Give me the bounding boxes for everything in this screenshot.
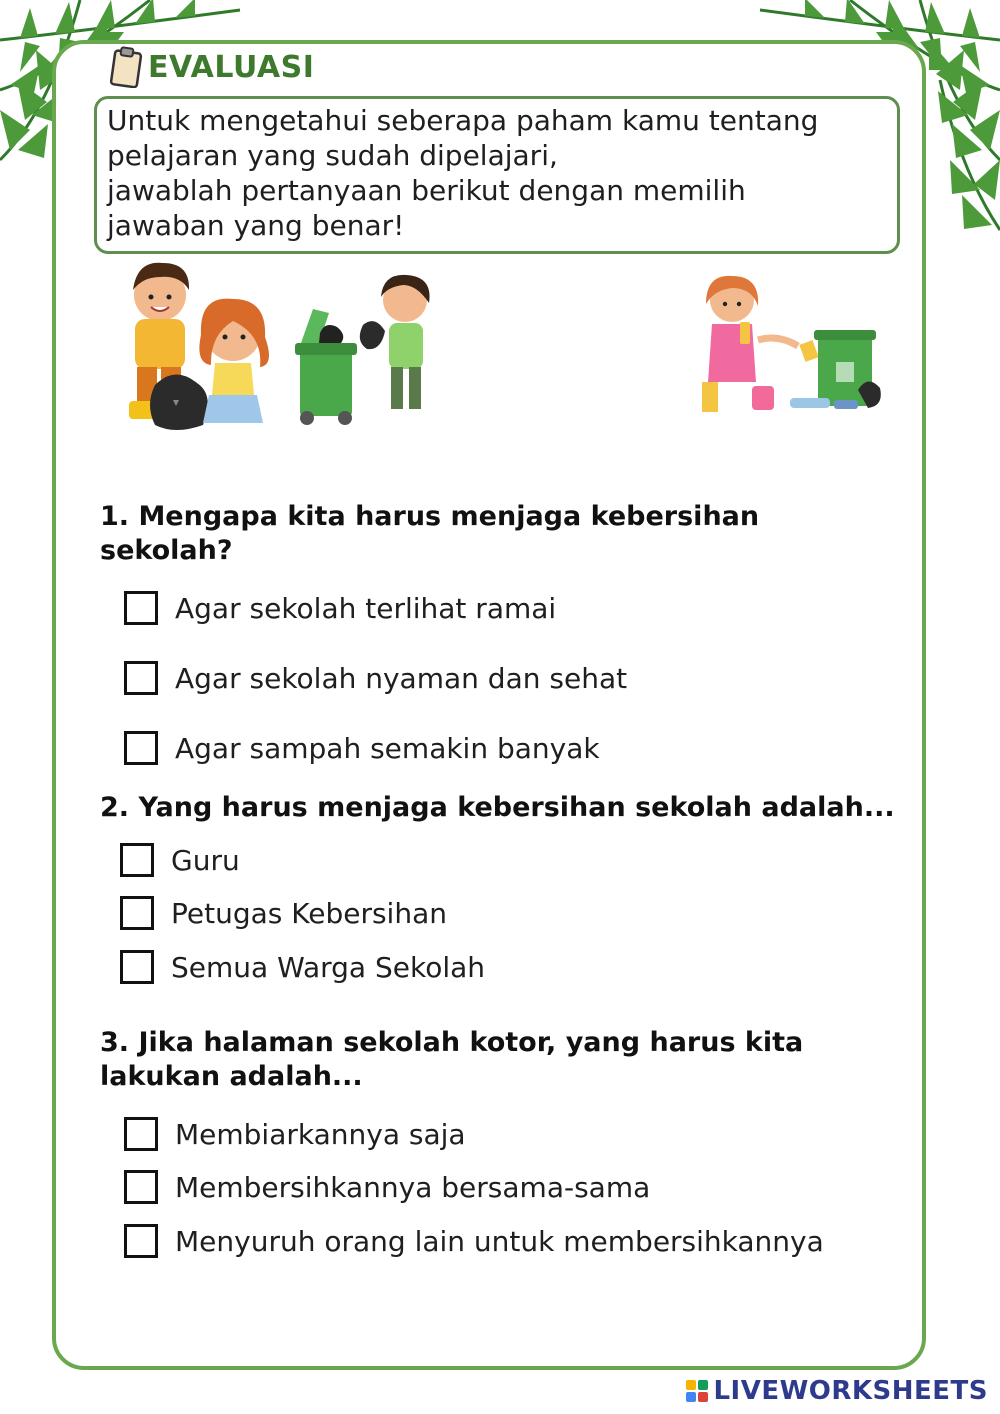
option-label: Semua Warga Sekolah xyxy=(171,950,486,984)
option-label: Agar sekolah terlihat ramai xyxy=(175,591,557,625)
instruction-line: Untuk mengetahui seberapa paham kamu tentang xyxy=(107,104,819,137)
question-1-option-b[interactable] xyxy=(124,661,627,695)
option-label: Guru xyxy=(171,843,240,877)
instruction-box xyxy=(94,96,900,254)
question-text-line: 1. Mengapa kita harus menjaga kebersihan xyxy=(100,501,760,532)
question-3-option-b[interactable] xyxy=(124,1170,650,1204)
kids-cleaning-illustration xyxy=(115,255,445,445)
question-text-line: sekolah? xyxy=(100,535,233,566)
answer-checkbox[interactable] xyxy=(120,896,154,930)
answer-checkbox[interactable] xyxy=(124,1117,158,1151)
question-2-option-c[interactable] xyxy=(120,950,485,984)
page-title: EVALUASI xyxy=(148,49,315,85)
option-label: Petugas Kebersihan xyxy=(171,896,447,930)
question-text-line: 2. Yang harus menjaga kebersihan sekolah adalah... xyxy=(100,792,895,823)
answer-checkbox[interactable] xyxy=(120,950,154,984)
question-2-title xyxy=(100,791,920,825)
answer-checkbox[interactable] xyxy=(124,591,158,625)
question-3-option-c[interactable] xyxy=(124,1224,824,1258)
brand-name: LIVEWORKSHEETS xyxy=(713,1376,988,1406)
answer-checkbox[interactable] xyxy=(124,661,158,695)
question-text-line: lakukan adalah... xyxy=(100,1061,363,1092)
question-2-option-b[interactable] xyxy=(120,896,447,930)
instruction-line: jawablah pertanyaan berikut dengan memilih xyxy=(107,174,746,207)
clipboard-icon xyxy=(110,46,144,88)
option-label: Menyuruh orang lain untuk membersihkannya xyxy=(175,1224,824,1258)
question-1-option-a[interactable] xyxy=(124,591,556,625)
question-1-title xyxy=(100,500,920,568)
question-2-option-a[interactable] xyxy=(120,843,240,877)
option-label: Membiarkannya saja xyxy=(175,1117,466,1151)
option-label: Membersihkannya bersama-sama xyxy=(175,1170,651,1204)
option-label: Agar sekolah nyaman dan sehat xyxy=(175,661,628,695)
liveworksheets-logo xyxy=(685,1376,988,1406)
liveworksheets-grid-icon xyxy=(685,1379,709,1403)
answer-checkbox[interactable] xyxy=(124,1224,158,1258)
question-1-option-c[interactable] xyxy=(124,731,600,765)
option-label: Agar sampah semakin banyak xyxy=(175,731,600,765)
question-text-line: 3. Jika halaman sekolah kotor, yang harus kita xyxy=(100,1027,804,1058)
girl-throwing-trash-illustration xyxy=(698,270,888,420)
worksheet-header xyxy=(110,46,314,88)
answer-checkbox[interactable] xyxy=(124,731,158,765)
answer-checkbox[interactable] xyxy=(120,843,154,877)
instruction-line: jawaban yang benar! xyxy=(107,209,405,242)
instruction-line: pelajaran yang sudah dipelajari, xyxy=(107,139,558,172)
question-3-title xyxy=(100,1026,920,1094)
answer-checkbox[interactable] xyxy=(124,1170,158,1204)
question-3-option-a[interactable] xyxy=(124,1117,466,1151)
